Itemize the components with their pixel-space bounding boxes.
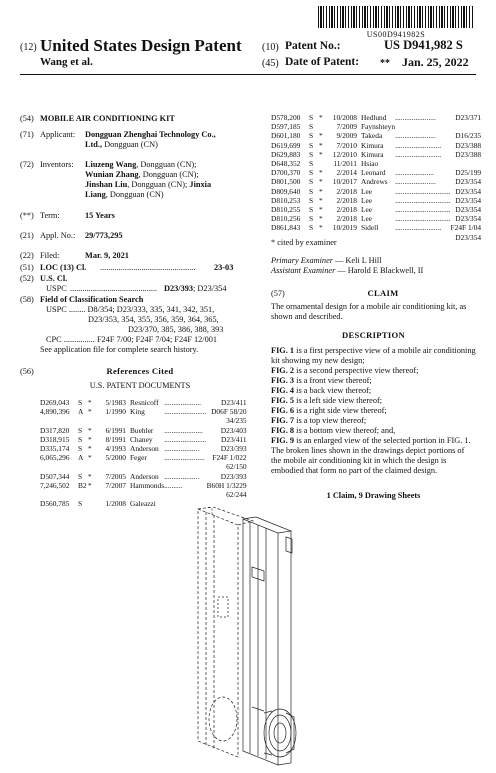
code-21: (21) — [20, 231, 34, 240]
inventor-location: , Dongguan (CN); — [138, 170, 199, 179]
reference-date: 2/2018 — [336, 205, 357, 215]
reference-kind: S — [309, 122, 314, 132]
applicant-line2-rest: Dongguan (CN) — [102, 140, 158, 149]
reference-kind: S — [78, 471, 83, 481]
barcode-number: US00D941982S — [366, 30, 426, 39]
hose-connector — [209, 697, 296, 757]
reference-star: * — [88, 480, 92, 490]
reference-kind: S — [309, 205, 314, 215]
code-52: (52) — [20, 274, 34, 283]
reference-row — [271, 159, 481, 168]
reference-date: 2/2018 — [336, 195, 357, 205]
reference-star: * — [319, 140, 323, 150]
barcode — [318, 6, 474, 28]
reference-name: Hammonds — [130, 480, 165, 490]
reference-name: King — [130, 407, 145, 417]
reference-star: * — [88, 407, 92, 417]
reference-name: Resnicoff — [130, 398, 159, 407]
reference-dots: .............................. — [395, 214, 451, 224]
uspc-dots: .......................................... — [70, 284, 158, 293]
reference-kind: S — [309, 214, 314, 224]
cited-by-examiner: * cited by examiner — [271, 238, 337, 247]
reference-row — [271, 177, 481, 186]
reference-dots: ..................... — [395, 168, 434, 178]
reference-number: D507,344 — [40, 471, 70, 481]
references-table-right — [271, 113, 481, 242]
claim-text: The ornamental design for a mobile air conditioning kit, as shown and described. — [271, 302, 467, 321]
figure-description — [271, 396, 476, 406]
right-panel — [243, 517, 291, 765]
reference-row — [40, 435, 247, 444]
reference-name: Leonard — [361, 168, 386, 178]
reference-date: 1/1990 — [105, 407, 126, 417]
figure-description — [271, 386, 476, 396]
applicant-name: Dongguan Zhenghai Technology Co., — [85, 130, 216, 139]
inventor-location: , Dongguan (CN); — [127, 180, 190, 189]
reference-class: D23/371 — [455, 113, 482, 122]
figure-text: is a bottom view thereof; and, — [294, 426, 396, 435]
reference-number: D335,174 — [40, 444, 70, 454]
reference-kind: S — [309, 140, 314, 150]
inventor-name: Liuzeng Wang — [85, 160, 137, 169]
reference-name: Kimura — [361, 149, 384, 159]
reference-name: Feger — [130, 453, 147, 463]
reference-row — [271, 168, 481, 177]
term-value: 15 Years — [85, 211, 115, 220]
reference-row-continuation — [40, 490, 247, 499]
reference-class: D23/354 — [455, 186, 482, 196]
reference-name: Galeazzi — [130, 499, 156, 509]
reference-class: D06F 58/20 — [211, 407, 247, 417]
inventor-name: Liang — [85, 190, 106, 199]
reference-row — [40, 453, 247, 462]
code-22: (22) — [20, 251, 34, 260]
uspc-value — [164, 284, 226, 294]
us-cl-label: U.S. Cl. — [40, 274, 68, 283]
figure-text: is a second perspective view thereof; — [294, 366, 419, 375]
reference-name: Takeda — [361, 131, 383, 141]
primary-examiner-name: — Keli L Hill — [335, 256, 382, 265]
reference-class: D23/403 — [220, 425, 247, 435]
reference-row — [271, 205, 481, 214]
reference-name: Sidell — [361, 223, 379, 233]
reference-star: * — [319, 195, 323, 205]
reference-kind: B2 — [78, 480, 87, 490]
reference-class-continuation: D23/354 — [455, 232, 482, 242]
uspc-secondary: ; D23/354 — [193, 284, 227, 293]
reference-row-continuation — [40, 462, 247, 471]
reference-dots — [395, 159, 450, 168]
figure-description — [271, 346, 476, 366]
patent-date: Jan. 25, 2022 — [402, 55, 469, 69]
reference-class: F24F 1/022 — [212, 453, 247, 463]
inventor-location: , Dongguan (CN); — [136, 160, 197, 169]
reference-date: 10/2008 — [332, 113, 357, 122]
description-title: DESCRIPTION — [342, 330, 405, 340]
reference-number: D317,820 — [40, 425, 70, 435]
figure-label: FIG. 2 — [271, 366, 295, 375]
reference-row — [40, 398, 247, 407]
reference-kind: S — [309, 223, 314, 233]
reference-row — [271, 196, 481, 205]
reference-name: Andrews — [361, 177, 388, 187]
document-type: United States Design Patent — [40, 36, 242, 55]
reference-class: D23/411 — [221, 398, 247, 407]
primary-examiner — [271, 256, 382, 266]
code-56: (56) — [20, 367, 34, 376]
reference-star: * — [88, 398, 92, 407]
reference-name: Buehler — [130, 425, 154, 435]
reference-kind: S — [309, 131, 314, 141]
figure-label: FIG. 9 — [271, 436, 295, 445]
reference-kind: S — [78, 398, 83, 407]
field-search-line: USPC ........ D8/354; D23/333, 335, 341, 342, 351, — [46, 305, 215, 314]
reference-row — [40, 481, 247, 490]
field-search-label: Field of Classification Search — [40, 295, 144, 304]
figure-text: is a first perspective view of a mobile air conditioning kit showing my new design; — [271, 346, 476, 365]
reference-name: Anderson — [130, 471, 159, 481]
reference-number: D601,180 — [271, 131, 301, 141]
field-search-line: D23/370, 385, 386, 388, 393 — [128, 325, 224, 334]
reference-row — [271, 187, 481, 196]
reference-row — [271, 131, 481, 140]
reference-dots: .............................. — [395, 205, 451, 215]
reference-dots: ...................... — [395, 177, 436, 187]
reference-name: Kimura — [361, 140, 384, 150]
reference-row — [271, 141, 481, 150]
figure-label: FIG. 8 — [271, 426, 295, 435]
figure-description — [271, 416, 476, 426]
reference-row — [271, 214, 481, 223]
reference-star — [88, 499, 96, 508]
inventor-name: Wunian Zhang — [85, 170, 139, 179]
reference-class: D23/354 — [455, 205, 482, 215]
reference-kind: S — [309, 186, 314, 196]
reference-star: * — [319, 214, 323, 224]
figure-description — [271, 426, 476, 436]
reference-kind: A — [78, 407, 84, 417]
reference-star: * — [88, 425, 92, 435]
figure-text: is an enlarged view of the selected portion in FIG. 1. — [294, 436, 471, 445]
reference-row — [271, 223, 481, 232]
reference-name: Chaney — [130, 434, 153, 444]
figure-description — [271, 406, 476, 416]
reference-class — [451, 122, 482, 131]
patent-no-label: Patent No.: — [285, 40, 341, 52]
reference-number: D861,843 — [271, 223, 301, 233]
reference-row — [271, 122, 481, 131]
reference-class-continuation: 34/235 — [226, 416, 247, 426]
figure-label: FIG. 7 — [271, 416, 295, 425]
figure-description — [271, 376, 476, 386]
code-45: (45) — [262, 58, 279, 69]
reference-name: Lee — [361, 186, 373, 196]
reference-date: 7/2010 — [336, 140, 357, 150]
inventor-line — [85, 180, 211, 190]
loc-label: LOC (13) Cl. — [40, 263, 87, 272]
reference-star: * — [88, 444, 92, 454]
reference-date: 4/1993 — [105, 444, 126, 454]
reference-kind: S — [309, 168, 314, 178]
reference-class: B60H 1/3229 — [206, 480, 247, 490]
reference-row — [40, 444, 247, 453]
reference-kind: S — [309, 177, 314, 187]
reference-dots: ...................... — [164, 453, 205, 463]
reference-name: Hedlund — [361, 113, 387, 122]
inventor-short: Wang et al. — [40, 56, 93, 68]
figure-text: is a top view thereof; — [294, 416, 367, 425]
figure-description — [271, 436, 476, 446]
primary-examiner-label: Primary Examiner — [271, 256, 333, 265]
reference-dots: .................... — [164, 398, 202, 407]
reference-date: 2/2018 — [336, 186, 357, 196]
assistant-examiner-label: Assistant Examiner — [271, 266, 336, 275]
inventor-location: , Dongguan (CN) — [105, 190, 164, 199]
reference-date: 7/2005 — [105, 471, 126, 481]
reference-star: * — [88, 453, 92, 463]
reference-date: 5/1983 — [105, 398, 126, 407]
reference-class: D23/354 — [455, 195, 482, 205]
reference-date: 8/1991 — [105, 434, 126, 444]
inventor-name: Jinshan Liu — [85, 180, 128, 189]
term-label: Term: — [40, 211, 60, 220]
references-title: References Cited — [106, 366, 174, 376]
reference-row — [40, 472, 247, 481]
figure-text: is a right side view thereof; — [294, 406, 387, 415]
reference-star — [319, 159, 327, 168]
loc-value: 23-03 — [214, 263, 234, 272]
reference-dots: ...................... — [395, 113, 436, 122]
reference-name: Anderson — [130, 444, 159, 454]
reference-dots: ......................... — [395, 140, 442, 150]
reference-row — [271, 150, 481, 159]
reference-star: * — [88, 471, 92, 481]
inventor-line — [85, 160, 196, 170]
reference-dots: ..................... — [164, 425, 203, 435]
filed-value: Mar. 9, 2021 — [85, 251, 129, 260]
reference-number: D318,915 — [40, 434, 70, 444]
reference-star: * — [319, 205, 323, 215]
figure-label: FIG. 4 — [271, 386, 295, 395]
reference-star: * — [319, 168, 323, 178]
reference-star: * — [319, 186, 323, 196]
code-12: (12) — [20, 42, 37, 53]
reference-number: D809,640 — [271, 186, 301, 196]
reference-class: D23/388 — [455, 149, 482, 159]
reference-kind: A — [78, 453, 84, 463]
reference-number: D810,253 — [271, 195, 301, 205]
left-panel — [198, 507, 253, 757]
reference-dots: ................... — [164, 444, 200, 454]
inventor-name: Jinxia — [189, 180, 212, 189]
reference-row-continuation — [40, 416, 247, 425]
reference-date: 5/2000 — [105, 453, 126, 463]
reference-star: * — [319, 223, 323, 233]
design-title: MOBILE AIR CONDITIONING KIT — [40, 114, 175, 123]
field-search-line: D23/353, 354, 355, 356, 359, 364, 365, — [88, 315, 219, 324]
appl-no-value: 29/773,295 — [85, 231, 123, 240]
date-label: Date of Patent: — [285, 56, 360, 68]
reference-class: D23/393 — [220, 444, 247, 454]
reference-kind: S — [309, 113, 314, 122]
reference-number: D269,043 — [40, 398, 70, 407]
reference-dots: ...................... — [395, 131, 436, 141]
code-71: (71) — [20, 130, 34, 139]
reference-dots: ................... — [164, 471, 200, 481]
assistant-examiner-name: — Harold E Blackwell, II — [337, 266, 424, 275]
reference-name: Faynshteyn — [361, 122, 396, 132]
reference-number: 6,065,296 — [40, 453, 70, 463]
patent-number: US D941,982 S — [384, 38, 463, 52]
figure-label: FIG. 6 — [271, 406, 295, 415]
references-table-left — [40, 398, 247, 508]
reference-number: D801,500 — [271, 177, 301, 187]
reference-kind: S — [309, 159, 314, 169]
reference-number: D648,352 — [271, 159, 301, 169]
figure-text: is a back view thereof; — [294, 386, 372, 395]
uspc-primary: D23/393 — [164, 284, 194, 293]
reference-class: D23/388 — [455, 140, 482, 150]
reference-number: D578,200 — [271, 113, 301, 122]
reference-date: 10/2017 — [332, 177, 357, 187]
reference-date: 1/2008 — [105, 499, 126, 509]
reference-name: Lee — [361, 205, 373, 215]
search-history-note: See application file for complete search history. — [40, 345, 199, 354]
reference-class: D23/393 — [220, 471, 247, 481]
reference-dots: ......................... — [395, 223, 442, 233]
reference-date: 2/2014 — [336, 168, 357, 178]
reference-dots: .............................. — [395, 186, 451, 196]
us-patent-docs-title: U.S. PATENT DOCUMENTS — [89, 381, 191, 390]
reference-class: D23/411 — [221, 434, 247, 444]
appl-no-label: Appl. No.: — [40, 231, 76, 240]
reference-number: D700,370 — [271, 168, 301, 178]
reference-date: 7/2007 — [105, 480, 126, 490]
reference-star — [319, 122, 327, 131]
reference-number: 7,246,502 — [40, 480, 70, 490]
reference-star: * — [88, 434, 92, 444]
reference-date: 12/2010 — [332, 149, 357, 159]
references-left-list — [40, 398, 247, 508]
reference-class: D23/354 — [455, 214, 482, 224]
reference-dots: ....................... — [164, 434, 207, 444]
reference-class-continuation: 62/244 — [226, 490, 247, 500]
reference-dots: ....................... — [164, 407, 207, 417]
reference-date: 2/2018 — [336, 214, 357, 224]
reference-kind: S — [309, 195, 314, 205]
figure-description — [271, 366, 476, 376]
reference-name: Lee — [361, 214, 373, 224]
reference-dots — [395, 122, 450, 131]
reference-kind: S — [78, 425, 83, 435]
reference-class: D23/354 — [455, 177, 482, 187]
reference-dots: .......... — [164, 480, 183, 490]
reference-row — [40, 426, 247, 435]
code-58: (58) — [20, 295, 34, 304]
code-10: (10) — [262, 42, 279, 53]
applicant-line2 — [85, 140, 158, 150]
reference-row — [40, 407, 247, 416]
inventor-line — [85, 190, 164, 200]
reference-dots: .............................. — [395, 195, 451, 205]
reference-class-continuation: 62/150 — [226, 462, 247, 472]
reference-number: D597,185 — [271, 122, 301, 132]
figure-text: is a front view thereof; — [294, 376, 372, 385]
reference-class — [451, 159, 482, 168]
reference-number: D810,255 — [271, 205, 301, 215]
reference-number: D560,785 — [40, 499, 70, 509]
reference-number: D619,699 — [271, 140, 301, 150]
reference-row — [271, 113, 481, 122]
reference-name: Lee — [361, 195, 373, 205]
figure-label: FIG. 5 — [271, 396, 295, 405]
code-72: (72) — [20, 160, 34, 169]
filed-label: Filed: — [40, 251, 60, 260]
reference-date: 10/2019 — [332, 223, 357, 233]
loc-dots: .............................................. — [100, 263, 196, 272]
reference-date: 9/2009 — [336, 131, 357, 141]
figure-label: FIG. 1 — [271, 346, 295, 355]
reference-class: F24F 1/04 — [450, 223, 482, 233]
reference-date: 7/2009 — [336, 122, 357, 132]
code-57: (57) — [271, 289, 285, 298]
assistant-examiner — [271, 266, 423, 276]
code-54: (54) — [20, 114, 34, 123]
reference-kind: S — [78, 499, 83, 509]
inventor-line — [85, 170, 199, 180]
references-right-list — [271, 113, 481, 242]
header-rule — [20, 74, 476, 75]
broken-lines-statement: The broken lines shown in the drawings depict portions of the mobile air conditioning kit in which the design is embodied that form no part of the claimed design. — [271, 446, 465, 475]
reference-number: D629,883 — [271, 149, 301, 159]
uspc-label: USPC — [46, 284, 67, 293]
applicant-line2-name: Ltd., — [85, 140, 103, 149]
reference-date: 11/2011 — [333, 159, 357, 169]
reference-dots: ......................... — [395, 149, 442, 159]
reference-kind: S — [78, 444, 83, 454]
code-51: (51) — [20, 263, 34, 272]
reference-star: * — [319, 131, 323, 141]
inventors-label: Inventors: — [40, 160, 74, 169]
reference-class: D25/199 — [455, 168, 482, 178]
reference-star: * — [319, 177, 323, 187]
design-drawing — [168, 507, 328, 769]
reference-star: * — [319, 113, 323, 122]
cpc-line: CPC ............... F24F 7/00; F24F 7/04; F24F 12/001 — [46, 335, 218, 344]
reference-number: 4,890,396 — [40, 407, 70, 417]
claim-title: CLAIM — [367, 288, 399, 298]
code-term: (**) — [20, 211, 34, 220]
reference-kind: S — [78, 434, 83, 444]
reference-star: * — [319, 149, 323, 159]
reference-number: D810,256 — [271, 214, 301, 224]
figure-label: FIG. 3 — [271, 376, 295, 385]
reference-name: Hsiao — [361, 159, 379, 169]
reference-date: 6/1991 — [105, 425, 126, 435]
applicant-label: Applicant: — [40, 130, 76, 139]
description-body — [271, 346, 476, 476]
figure-text: is a left side view thereof; — [294, 396, 383, 405]
date-flag: ** — [380, 58, 390, 69]
reference-class: D16/235 — [455, 131, 482, 141]
drawing-sheets-summary: 1 Claim, 9 Drawing Sheets — [326, 491, 421, 500]
reference-kind: S — [309, 149, 314, 159]
